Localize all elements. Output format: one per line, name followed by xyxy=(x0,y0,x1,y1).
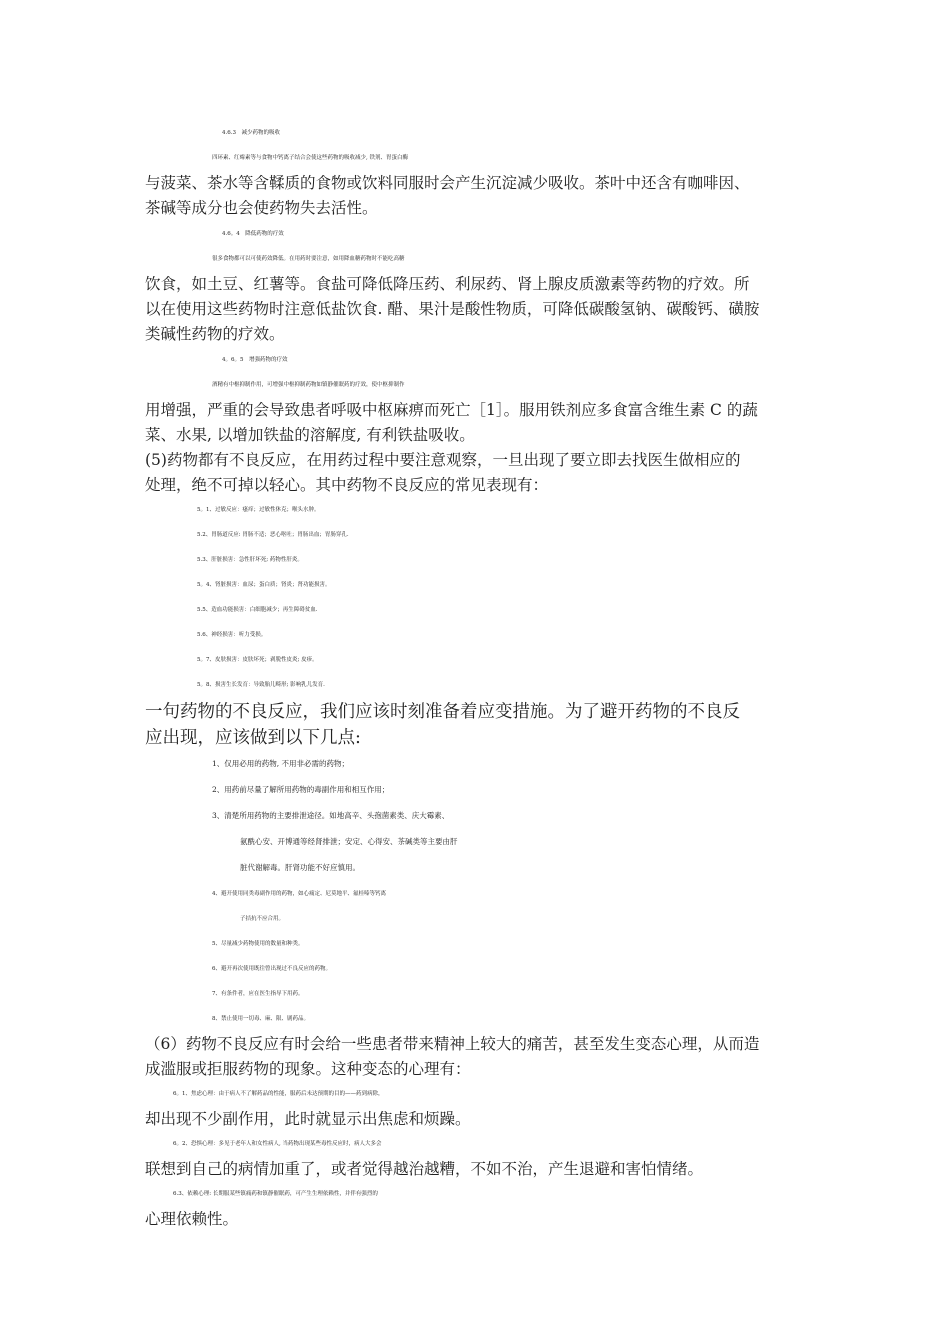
paragraph-line: 菜、水果, 以增加铁盐的溶解度, 有利铁盐吸收。 xyxy=(145,426,475,444)
paragraph-line: 6。1、焦虑心理：由于病人不了解药品的性能，服药后未达预期的目的——药到病除， xyxy=(173,1091,384,1097)
numbered-item: 7、有条件者，应在医生指导下用药。 xyxy=(212,991,304,997)
list-item: 5.3、肝脏损害：急性肝坏死; 药物性肝炎。 xyxy=(197,557,303,563)
numbered-item-continuation: 子拮抗不应合用。 xyxy=(240,916,285,922)
numbered-item-continuation: 脏代谢解毒。肝肾功能不好应慎用。 xyxy=(240,863,360,872)
list-item: 5。4、肾脏损害：血尿；蛋白质；肾炎；肾功能损害。 xyxy=(197,582,331,588)
paragraph-line: 用增强，严重的会导致患者呼吸中枢麻痹而死亡［1］。服用铁剂应多食富含维生素 C 的蔬 xyxy=(145,401,758,419)
paragraph-line: 很多食物都可以可使药效降低。在用药时要注意，如用降血糖药物时不能吃高糖 xyxy=(212,256,405,262)
numbered-item: 5、尽量减少药物使用的数量和种类。 xyxy=(212,941,304,947)
paragraph-line: 心理依赖性。 xyxy=(145,1210,239,1228)
paragraph-line: 与菠菜、茶水等含鞣质的食物或饮料同服时会产生沉淀减少吸收。茶叶中还含有咖啡因、 xyxy=(145,174,750,192)
numbered-item-continuation: 氨酰心安、开博通等经肾排泄；安定、心得安、茶碱类等主要由肝 xyxy=(240,837,458,846)
numbered-item: 6、避开再次使用既往曾出现过不良反应的药物。 xyxy=(212,966,332,972)
section-heading-4-6-4: 4.6。4 降低药物的疗效 xyxy=(222,231,284,237)
numbered-item: 3、清楚所用药物的主要排泄途径。如地高辛、头孢菌素类、庆大霉素、 xyxy=(212,811,450,820)
list-item: 5.5、造血功能损害：白细胞减少；再生障碍贫血. xyxy=(197,607,318,613)
paragraph-line: 一句药物的不良反应，我们应该时刻准备着应变措施。为了避开药物的不良反 xyxy=(145,702,740,722)
paragraph-line: 酒精有中枢抑制作用，可增强中枢抑制药物如镇静催眠药的疗效，使中枢抑制作 xyxy=(212,382,405,388)
section-heading-4-6-5: 4。6。5 增强药物的疗效 xyxy=(222,357,288,363)
paragraph-line: 处理，绝不可掉以轻心。其中药物不良反应的常见表现有： xyxy=(145,476,549,494)
paragraph-line: 成滥服或拒服药物的现象。这种变态的心理有： xyxy=(145,1060,471,1078)
numbered-item: 2、用药前尽量了解所用药物的毒副作用和相互作用； xyxy=(212,785,390,794)
list-item: 5。7、皮肤损害：皮肤坏死；剥脱性皮炎; 皮疹。 xyxy=(197,657,318,663)
numbered-item: 8、禁止使用一切毒、麻、限、剧药品。 xyxy=(212,1016,310,1022)
paragraph-line: 6.3、依赖心理: 长期服某些镇痛药和镇静催眠药，可产生生理依赖性，并伴有强烈的 xyxy=(173,1191,378,1197)
paragraph-line: 联想到自己的病情加重了，或者觉得越治越糟，不如不治，产生退避和害怕情绪。 xyxy=(145,1160,704,1178)
list-item: 5。8、损害生长发育：导致胎儿畸形; 影响乳儿发育. xyxy=(197,682,325,688)
numbered-item: 1、仅用必用的药物, 不用非必需的药物； xyxy=(212,759,350,768)
numbered-item: 4、避开使用同类毒副作用的药物，如心痛定、尼莫地平、氟桂嗪等钙离 xyxy=(212,891,387,897)
paragraph-line: 却出现不少副作用，此时就显示出焦虑和烦躁。 xyxy=(145,1110,471,1128)
list-item: 5.6、神经损害：听力受损。 xyxy=(197,632,267,638)
paragraph-line: 茶碱等成分也会使药物失去活性。 xyxy=(145,199,378,217)
paragraph-line: 应出现，应该做到以下几点: xyxy=(145,728,361,748)
paragraph-line: 6。2、恐惧心理：多见于老年人和女性病人, 当药物出现某些毒性反应时，病人大多会 xyxy=(173,1141,382,1147)
paragraph-line: 以在使用这些药物时注意低盐饮食. 醋、果汁是酸性物质，可降低碳酸氢钠、碳酸钙、磺胺 xyxy=(145,300,760,318)
paragraph-line: (5)药物都有不良反应，在用药过程中要注意观察，一旦出现了要立即去找医生做相应的 xyxy=(145,451,741,469)
list-item: 5。1、过敏反应：瘙痒；过敏性休克；喉头水肿。 xyxy=(197,507,320,513)
list-item: 5.2、胃肠道反应: 胃肠不适；恶心呕吐；胃肠出血；胃肠穿孔. xyxy=(197,532,349,538)
paragraph-line: 四环素、红霉素等与食物中钙离子结合会使这些药物的吸收减少, 铁剂、胃蛋白酶 xyxy=(212,155,408,161)
paragraph-line: 饮食，如土豆、红薯等。食盐可降低降压药、利尿药、肾上腺皮质激素等药物的疗效。所 xyxy=(145,275,750,293)
paragraph-line: 类碱性药物的疗效。 xyxy=(145,325,285,343)
paragraph-line: （6）药物不良反应有时会给一些患者带来精神上较大的痛苦，甚至发生变态心理，从而造 xyxy=(145,1035,760,1053)
section-heading-4-6-3: 4.6.3 减少药物的吸收 xyxy=(222,130,280,136)
